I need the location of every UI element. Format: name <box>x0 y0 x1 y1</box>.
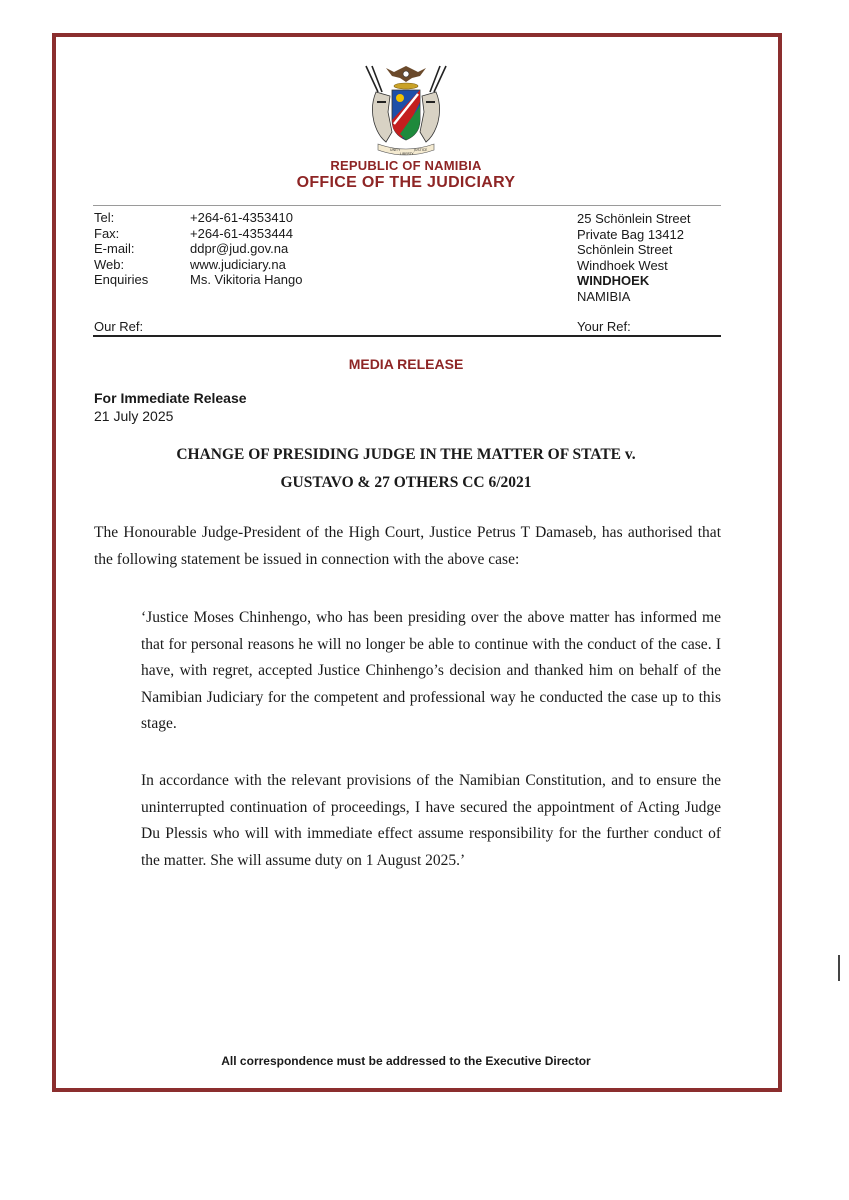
quote-paragraph-2: In accordance with the relevant provisions of the Namibian Constitution, and to ensure the uninterrupted continuation of proceedings, I have secured the appointment of Acting Judge Du Plessis who will with immediate effect assume responsibility for the further conduct of the matter. She will assume duty on 1 August 2025.’ <box>141 772 721 869</box>
coat-of-arms-icon <box>356 62 456 162</box>
quote-paragraph-1: ‘Justice Moses Chinhengo, who has been presiding over the above matter has informed me that for personal reasons he will no longer be able to continue with the conduct of the case. I have, with regret, accepted Justice Chinhengo’s decision and thanked him on behalf of the Namibian Judiciary for the competent and professional way he conducted the case up to this stage. <box>141 609 721 732</box>
our-ref: Our Ref: <box>94 319 144 334</box>
media-release-heading: MEDIA RELEASE <box>348 356 464 372</box>
address-line: Private Bag 13412 <box>577 226 684 242</box>
release-label: For Immediate Release <box>94 390 247 406</box>
svg-text:JUSTICE: JUSTICE <box>414 148 428 152</box>
your-ref: Your Ref: <box>577 319 631 334</box>
contact-label: Enquiries <box>94 272 149 288</box>
address-line: Windhoek West <box>577 257 668 273</box>
document-title <box>130 441 682 497</box>
address-city: WINDHOEK <box>577 273 650 289</box>
republic-heading: REPUBLIC OF NAMIBIA <box>330 158 482 173</box>
svg-text:LIBERTY: LIBERTY <box>400 152 414 156</box>
divider-ref <box>93 335 721 337</box>
contact-label: Tel: <box>94 210 115 225</box>
footer-note: All correspondence must be addressed to the Executive Director <box>221 1054 591 1068</box>
intro-paragraph: The Honourable Judge-President of the High Court, Justice Petrus T Damaseb, has authorised that the following statement be issued in connection with the above case: <box>94 524 721 568</box>
tel-value: +264-61-4353410 <box>190 210 294 225</box>
email-value: ddpr@jud.gov.na <box>190 241 289 257</box>
enquiries-value: Ms. Vikitoria Hango <box>190 272 303 288</box>
contact-labels <box>94 210 148 288</box>
contact-values <box>190 210 302 288</box>
title-line: GUSTAVO & 27 OTHERS CC 6/2021 <box>280 474 532 491</box>
contact-label: E-mail: <box>94 241 135 257</box>
svg-text:UNITY: UNITY <box>390 148 401 152</box>
contact-label: Web: <box>94 256 125 272</box>
scan-edge-mark <box>838 955 840 981</box>
fax-value: +264-61-4353444 <box>190 225 294 241</box>
release-date: 21 July 2025 <box>94 408 174 424</box>
divider-top <box>93 205 721 206</box>
office-heading: OFFICE OF THE JUDICIARY <box>296 174 516 191</box>
postal-address <box>577 211 690 305</box>
contact-label: Fax: <box>94 225 120 241</box>
address-line: 25 Schönlein Street <box>577 211 691 226</box>
address-line: Schönlein Street <box>577 242 673 258</box>
web-value: www.judiciary.na <box>190 256 286 272</box>
title-line: CHANGE OF PRESIDING JUDGE IN THE MATTER OF STATE v. <box>176 446 636 463</box>
address-country: NAMIBIA <box>577 288 631 304</box>
